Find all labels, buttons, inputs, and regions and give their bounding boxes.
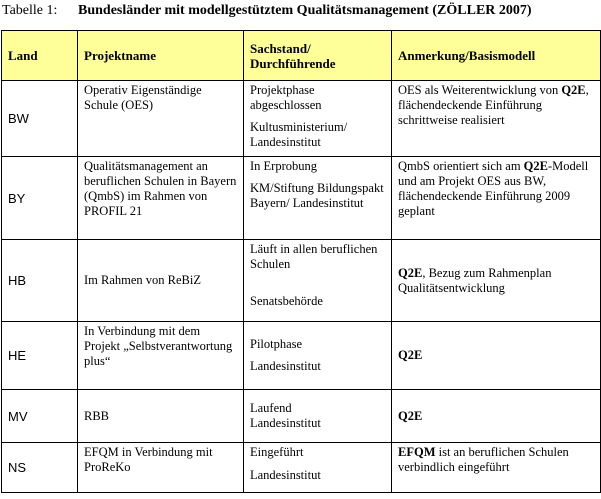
cell-projekt: In Verbindung mit dem Projekt „Selbstverantwortung plus“ [78,322,244,390]
stand-durchfuehrende: Senatsbehörde [250,294,323,308]
stand-status: Projektphase abgeschlossen [250,83,322,112]
stand-status: Läuft in allen beruflichen Schulen [250,242,378,271]
bundeslaender-table [1,30,601,493]
table-row [2,81,601,157]
cell-land: BW [2,81,78,157]
header-projektname: Projektname [78,31,244,81]
table-number: Tabelle 1: [2,3,58,18]
cell-land: HE [2,322,78,390]
table-row [2,240,601,322]
table-row [2,157,601,240]
cell-land: NS [2,443,78,493]
header-sachstand-line1: Sachstand/ [250,40,311,56]
cell-stand [244,240,392,322]
stand-durchfuehrende: Landesinstitut [250,416,321,430]
cell-stand [244,81,392,157]
cell-land: BY [2,157,78,240]
stand-durchfuehrende: Landesinstitut [250,359,321,373]
anmerkung-model: Q2E [398,408,423,423]
anmerkung-post: , Bezug zum Rahmenplan Qualitätsentwicklung [398,265,552,295]
header-sachstand [244,31,392,81]
cell-land: MV [2,390,78,443]
cell-anmerkung [392,322,601,390]
stand-status: In Erprobung [250,159,317,173]
cell-stand [244,390,392,443]
cell-anmerkung [392,157,601,240]
cell-anmerkung [392,81,601,157]
stand-durchfuehrende: KM/Stiftung Bildungspakt Bayern/ Landesinstitut [250,181,384,210]
stand-status: Pilotphase [250,337,303,351]
table-caption [2,3,601,25]
stand-durchfuehrende: Kultusministerium/ Landesinstitut [250,120,348,149]
cell-anmerkung [392,443,601,493]
anmerkung-model: Q2E [561,83,586,97]
table-header-row [2,31,601,81]
anmerkung-pre: OES als Weiterentwicklung von [398,83,562,97]
table-row [2,390,601,443]
cell-anmerkung [392,390,601,443]
anmerkung-post: -Modell und am Projekt OES aus BW, flächendeckende Einführung 2009 geplant [398,159,589,218]
anmerkung-model: Q2E [398,265,423,280]
header-anmerkung: Anmerkung/Basismodell [392,31,601,81]
anmerkung-post: , flächendeckende Einführung schrittweise realisiert [398,83,589,127]
cell-land: HB [2,240,78,322]
anmerkung-model: EFQM [398,445,436,459]
cell-projekt: Qualitätsmanagement an beruflichen Schulen in Bayern (QmbS) im Rahmen von PROFIL 21 [78,157,244,240]
stand-durchfuehrende: Landesinstitut [250,468,321,482]
table-row [2,443,601,493]
table-row [2,322,601,390]
stand-status: Laufend [250,401,292,415]
anmerkung-pre: QmbS orientiert sich am [398,159,524,173]
cell-anmerkung [392,240,601,322]
cell-stand [244,443,392,493]
cell-projekt: RBB [78,390,244,443]
anmerkung-post: ist an beruflichen Schulen verbindlich eingeführt [398,445,569,474]
header-land: Land [2,31,78,81]
cell-stand [244,322,392,390]
cell-stand [244,157,392,240]
anmerkung-model: Q2E [523,159,548,173]
header-sachstand-line2: Durchführende [250,55,336,71]
cell-projekt: Operativ Eigenständige Schule (OES) [78,81,244,157]
stand-status: Eingeführt [250,445,304,459]
table-title: Bundesländer mit modellgestütztem Qualitätsmanagement (ZÖLLER 2007) [78,3,532,18]
cell-projekt: Im Rahmen von ReBiZ [78,240,244,322]
anmerkung-model: Q2E [398,348,423,362]
cell-projekt: EFQM in Verbindung mit ProReKo [78,443,244,493]
